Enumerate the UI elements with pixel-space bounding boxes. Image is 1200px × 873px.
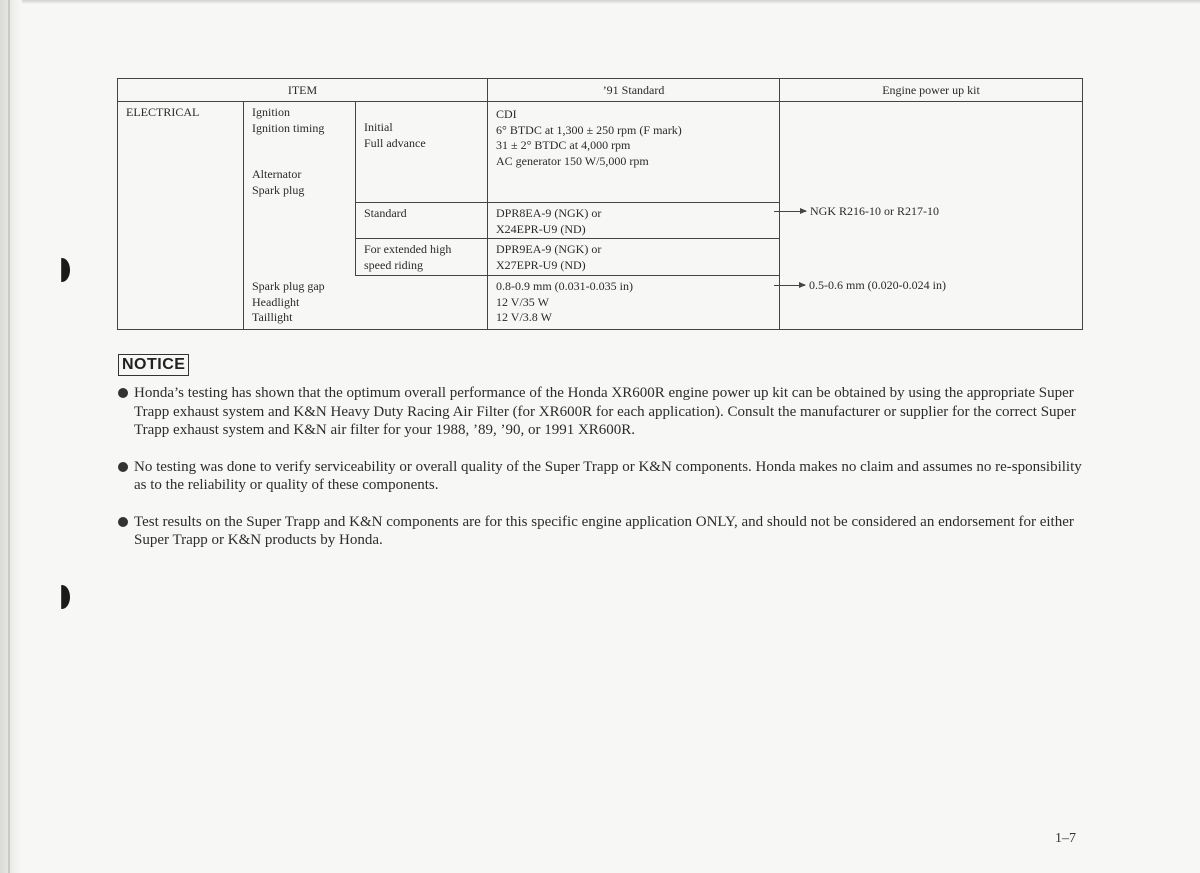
item-label-spark-plug: Spark plug bbox=[252, 182, 305, 197]
standard-plug-gap: 0.8-0.9 mm (0.031-0.035 in) bbox=[496, 279, 634, 293]
kit-plug-gap: 0.5-0.6 mm (0.020-0.024 in) bbox=[809, 278, 947, 292]
item-label-ignition-timing: Ignition timing bbox=[252, 120, 325, 135]
item-label-headlight: Headlight bbox=[252, 294, 300, 309]
timing-full-advance: Full advance bbox=[364, 135, 426, 150]
plug-extended-label-cell bbox=[356, 239, 488, 276]
category-cell bbox=[118, 102, 244, 330]
item-label-ignition: Ignition bbox=[252, 105, 290, 119]
header-kit: Engine power up kit bbox=[780, 79, 1083, 102]
plug-extended-ngk: DPR9EA-9 (NGK) or bbox=[496, 242, 602, 256]
notice-bullet-3 bbox=[118, 513, 1083, 550]
page-binding-shadow bbox=[0, 0, 22, 873]
bullet-dot-icon bbox=[118, 462, 128, 472]
kit-arrow-gap bbox=[774, 285, 805, 286]
kit-spark-plug: NGK R216-10 or R217-10 bbox=[810, 204, 940, 218]
bottom-items-cell bbox=[244, 276, 488, 330]
plug-standard-nd: X24EPR-U9 (ND) bbox=[496, 221, 586, 236]
plug-extended-label-2: speed riding bbox=[364, 257, 423, 272]
notice-bullet-text-3: Test results on the Super Trapp and K&N components are for this specific engine application ONLY, and should not be considered an endorsement for either Super Trapp or K&N products by Honda. bbox=[134, 513, 1074, 548]
plug-standard-label: Standard bbox=[364, 206, 407, 220]
plug-extended-nd: X27EPR-U9 (ND) bbox=[496, 257, 586, 272]
item-label-spacer bbox=[252, 136, 347, 167]
page-top-edge bbox=[0, 0, 1200, 4]
standard-taillight: 12 V/3.8 W bbox=[496, 310, 552, 324]
plug-extended-label-1: For extended high bbox=[364, 242, 452, 256]
standard-ignition: CDI bbox=[496, 107, 517, 121]
notice-title: NOTICE bbox=[118, 354, 189, 376]
plug-standard-ngk: DPR8EA-9 (NGK) or bbox=[496, 206, 602, 220]
notice-bullets bbox=[118, 384, 1083, 568]
kit-arrow-plug bbox=[774, 211, 806, 212]
notice-bullet-1 bbox=[118, 384, 1083, 440]
item-label-alternator: Alternator bbox=[252, 167, 302, 181]
plug-extended-value-cell bbox=[488, 239, 780, 276]
category-label: ELECTRICAL bbox=[126, 105, 200, 119]
standard-headlight: 12 V/35 W bbox=[496, 294, 549, 309]
bottom-standard-cell bbox=[488, 276, 780, 330]
standard-main-cell bbox=[488, 102, 780, 203]
item-label-plug-gap: Spark plug gap bbox=[252, 279, 325, 293]
page-fold bbox=[8, 0, 10, 873]
kit-cell bbox=[780, 102, 1083, 330]
page-number: 1–7 bbox=[1055, 831, 1076, 846]
timing-sub-cell bbox=[356, 102, 488, 203]
binder-hole-top bbox=[54, 258, 70, 282]
header-standard: ’91 Standard bbox=[488, 79, 780, 102]
standard-timing-initial: 6° BTDC at 1,300 ± 250 rpm (F mark) bbox=[496, 122, 682, 137]
standard-alternator: AC generator 150 W/5,000 rpm bbox=[496, 153, 649, 168]
bullet-dot-icon bbox=[118, 517, 128, 527]
standard-timing-full: 31 ± 2° BTDC at 4,000 rpm bbox=[496, 138, 631, 152]
spec-table bbox=[117, 78, 1083, 330]
notice-bullet-text-1: Honda’s testing has shown that the optimum overall performance of the Honda XR600R engine power up kit can be obtained by using the appropriate Super Trapp exhaust system and K&N Heavy Duty Racing Air Filter (for XR600R for each application). Consult the manufacturer or supplier for the correct Super Trapp exhaust system and K&N air filter for your 1988, ’89, ’90, or 1991 XR600R. bbox=[134, 385, 1076, 438]
timing-initial: Initial bbox=[364, 120, 393, 134]
notice-bullet-text-2: No testing was done to verify serviceability or overall quality of the Super Trapp or K&N components. Honda makes no claim and assumes no re-sponsibility as to the reliability or quality of these components. bbox=[134, 458, 1082, 493]
bullet-dot-icon bbox=[118, 388, 128, 398]
plug-standard-value-cell bbox=[488, 203, 780, 239]
notice-bullet-2 bbox=[118, 458, 1083, 495]
plug-standard-label-cell bbox=[356, 203, 488, 239]
binder-hole-bottom bbox=[54, 585, 70, 609]
item-labels-cell bbox=[244, 102, 356, 276]
header-item: ITEM bbox=[118, 79, 488, 102]
item-label-taillight: Taillight bbox=[252, 310, 293, 324]
